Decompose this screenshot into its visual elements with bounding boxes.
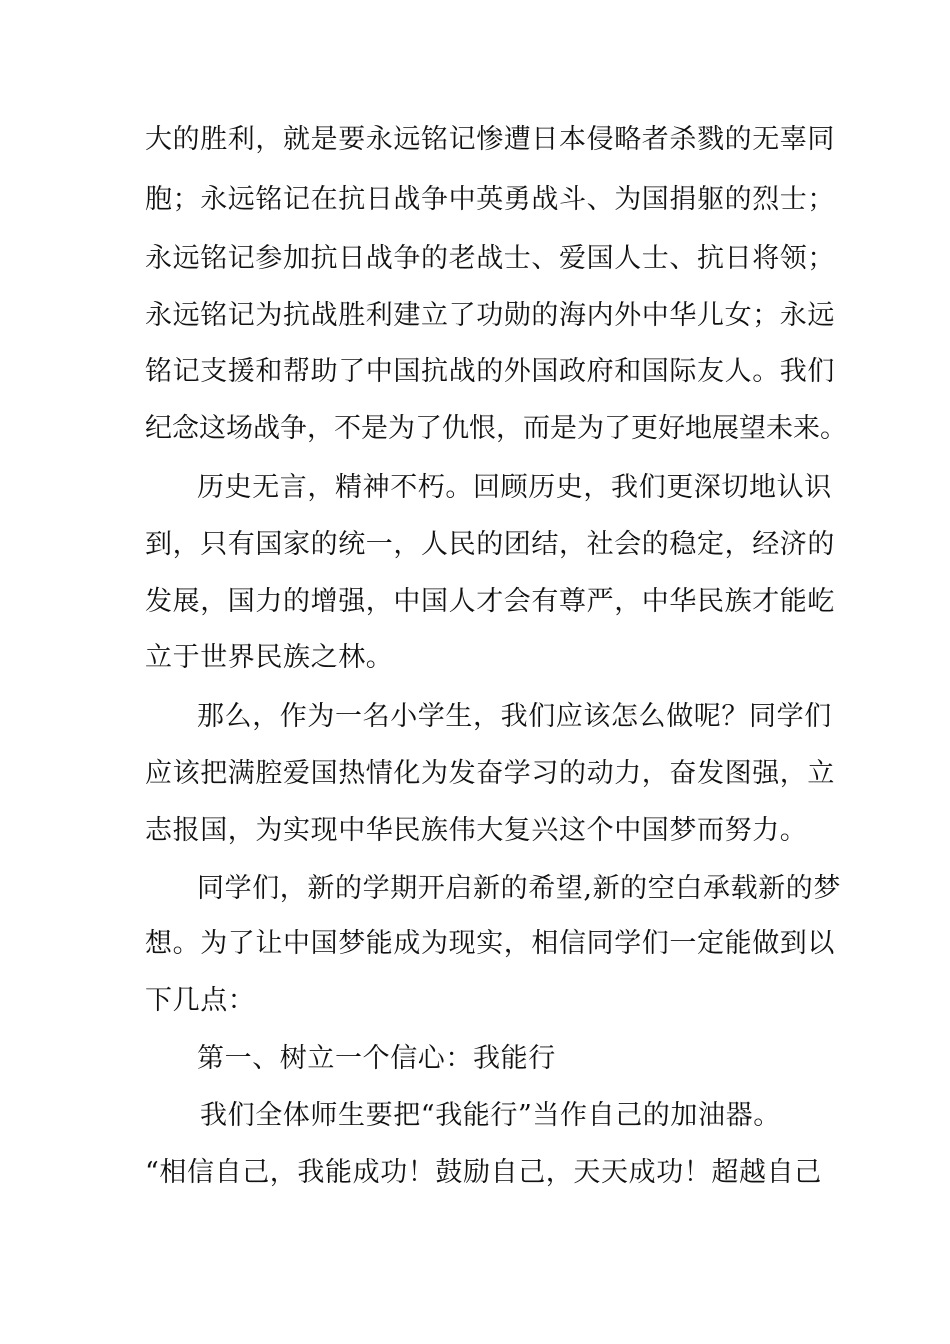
text-line: 铭记支援和帮助了中国抗战的外国政府和国际友人。我们 [145,356,835,387]
text-line: 到，只有国家的统一，人民的团结，社会的稳定，经济的 [145,529,835,560]
section-heading: 第一、树立一个信心：我能行 [197,1043,556,1074]
text-line: 永远铭记为抗战胜利建立了功勋的海内外中华儿女；永远 [145,300,835,331]
text-line: 立于世界民族之林。 [145,642,394,673]
text-line: 大的胜利，就是要永远铭记惨遭日本侵略者杀戮的无辜同 [145,124,835,155]
paragraph-first-line: 我们全体师生要把“我能行”当作自己的加油器。 [200,1100,781,1131]
text-line: 纪念这场战争，不是为了仇恨，而是为了更好地展望未来。 [145,413,847,444]
paragraph-first-line: 历史无言，精神不朽。回顾历史，我们更深切地认识 [197,472,832,503]
text-line: 应该把满腔爱国热情化为发奋学习的动力，奋发图强，立 [145,758,835,789]
text-line: 想。为了让中国梦能成为现实，相信同学们一定能做到以 [145,928,835,959]
text-line: 下几点： [145,985,256,1016]
paragraph-first-line: 同学们，新的学期开启新的希望,新的空白承载新的梦 [197,873,841,904]
text-line: 志报国，为实现中华民族伟大复兴这个中国梦而努力。 [145,815,808,846]
text-line: 胞；永远铭记在抗日战争中英勇战斗、为国捐躯的烈士； [145,184,835,215]
paragraph-first-line: 那么，作为一名小学生，我们应该怎么做呢？同学们 [197,701,832,732]
text-line: 永远铭记参加抗日战争的老战士、爱国人士、抗日将领； [145,243,835,274]
text-line: “相信自己，我能成功！鼓励自己，天天成功！超越自己 [145,1157,822,1188]
text-line: 发展，国力的增强，中国人才会有尊严，中华民族才能屹 [145,586,835,617]
